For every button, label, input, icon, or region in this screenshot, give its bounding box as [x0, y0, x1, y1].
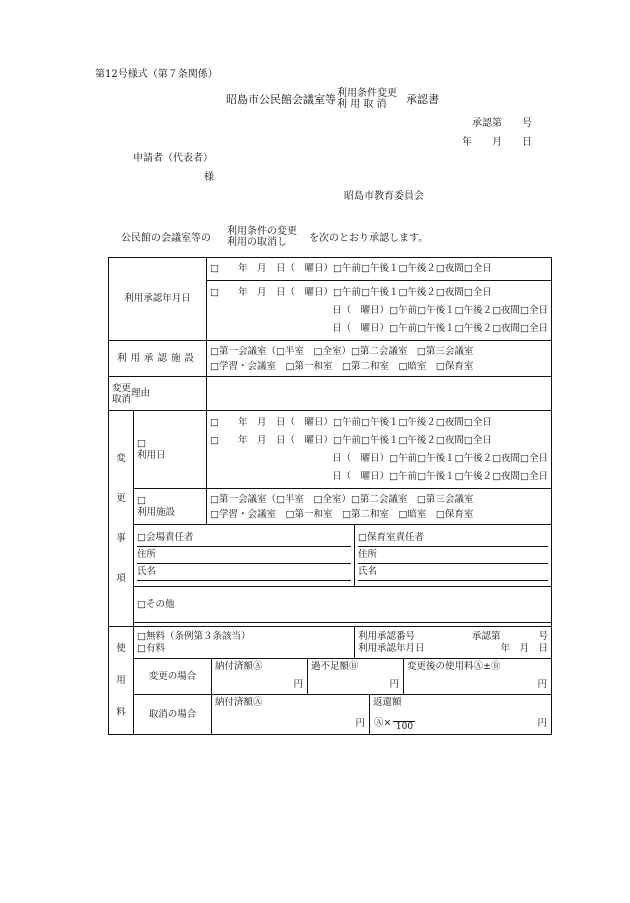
side-char: 変: [116, 452, 126, 464]
venue-manager-name[interactable]: 氏名: [137, 564, 351, 581]
approval-no-value: 承認第 号: [472, 630, 549, 642]
paid-amount-label: 納付済額Ⓐ: [215, 661, 263, 672]
date-line: 日（ 曜日）□午前□午後１□午後２□夜間□全日: [332, 322, 549, 334]
statement-option-cancel: 利用の取消し: [227, 237, 287, 248]
refund-label: 返還額: [373, 697, 402, 708]
yen-unit: 円: [537, 679, 548, 691]
nursery-manager-address[interactable]: 住所: [358, 547, 548, 564]
venue-manager-label[interactable]: □会場責任者: [137, 530, 351, 547]
reason-value[interactable]: [207, 377, 552, 411]
fraction-denominator: 100: [395, 722, 414, 732]
cancel-case-label: 取消の場合: [148, 708, 197, 720]
yen-unit: 円: [537, 718, 548, 730]
applicant-label: 申請者（代表者）: [133, 153, 213, 164]
paid-amount-label: 納付済額Ⓐ: [215, 697, 263, 708]
statement-suffix: を次のとおり承認します。: [309, 233, 429, 244]
form-number: 第12号様式（第７条関係）: [95, 69, 218, 80]
issuer-name: 昭島市教育委員会: [344, 191, 424, 202]
approved-date-row-1: [207, 258, 552, 281]
nursery-manager-cell: [355, 525, 552, 587]
use-date-label-cell: [134, 411, 207, 489]
side-char: 項: [116, 572, 126, 584]
change-case-cell: [134, 659, 212, 695]
issue-date: 年 月 日: [462, 137, 532, 148]
change-matters-side: [109, 411, 134, 627]
fee-paid-option[interactable]: □有料: [137, 642, 165, 654]
facility-line: □学習・会議室 □第一和室 □第二和室 □暗室 □保育室: [210, 360, 474, 372]
facility-line: □第一会議室（□半室 □全室）□第二会議室 □第三会議室: [210, 345, 474, 357]
reason-label: 理由: [131, 387, 151, 399]
nursery-manager-label[interactable]: □保育室責任者: [358, 530, 548, 547]
title-option-cancel: 利 用 取 消: [337, 99, 387, 110]
reason-label-change: 変更: [112, 382, 132, 394]
use-facility-cell: [207, 489, 552, 525]
fraction: [393, 715, 415, 732]
approved-facility-label: 利用承認施設: [117, 352, 199, 364]
refund-box: [370, 695, 551, 734]
approved-facility-cell: [207, 341, 552, 377]
other-option[interactable]: □その他: [137, 598, 175, 610]
change-case-label: 変更の場合: [148, 670, 197, 682]
approved-facility-label-cell: [109, 341, 207, 377]
approved-date-label-cell: [109, 258, 207, 341]
approved-date-row-2: [207, 281, 552, 341]
shortfall-box: [308, 659, 404, 694]
venue-manager-cell: [134, 525, 355, 587]
date-line: 日（ 曜日）□午前□午後１□午後２□夜間□全日: [332, 470, 549, 482]
honorific: 様: [204, 172, 214, 183]
date-line: □ 年 月 日（ 曜日）□午前□午後１□午後２□夜間□全日: [210, 434, 492, 446]
reason-label-cell: [109, 377, 207, 411]
fee-free-option[interactable]: □無料（条例第３条該当）: [137, 630, 251, 642]
nursery-manager-name[interactable]: 氏名: [358, 564, 548, 581]
paid-amount-box: [212, 659, 308, 694]
title-suffix: 承認書: [406, 93, 439, 106]
facility-line: □第一会議室（□半室 □全室）□第二会議室 □第三会議室: [210, 493, 474, 505]
fee-type-cell: [134, 627, 355, 659]
side-char: 用: [116, 674, 126, 686]
refund-formula-text: Ⓐ×: [374, 717, 392, 729]
statement-option-change: 利用条件の変更: [227, 226, 297, 237]
approval-form-table: [108, 257, 552, 735]
use-facility-label-cell: [134, 489, 207, 525]
yen-unit: 円: [389, 679, 400, 691]
side-char: 事: [116, 532, 126, 544]
checkbox-icon[interactable]: □: [137, 494, 146, 506]
approval-date-value: 年 月 日: [500, 642, 549, 654]
fee-side: [109, 627, 134, 735]
date-line: □ 年 月 日（ 曜日）□午前□午後１□午後２□夜間□全日: [210, 416, 492, 428]
after-change-label: 変更後の使用料Ⓐ±Ⓑ: [407, 661, 501, 672]
approved-date-label: 利用承認年月日: [124, 293, 191, 305]
title-option-change: 利用条件変更: [337, 88, 397, 99]
checkbox-icon[interactable]: □: [137, 437, 146, 449]
cancel-paid-box: [212, 695, 370, 734]
fee-approval-cell: [355, 627, 552, 659]
other-cell: [134, 587, 552, 623]
side-char: 更: [116, 492, 126, 504]
shortfall-label: 過不足額Ⓑ: [311, 661, 359, 672]
refund-formula: [374, 715, 415, 732]
yen-unit: 円: [355, 718, 366, 730]
statement-prefix: 公民館の会議室等の: [121, 233, 211, 244]
approval-number: 承認第 号: [472, 118, 532, 129]
venue-manager-address[interactable]: 住所: [137, 547, 351, 564]
yen-unit: 円: [293, 679, 304, 691]
use-date-label: 利用日: [137, 449, 166, 461]
side-char: 料: [116, 706, 126, 718]
cancel-amounts-cell: [212, 695, 552, 735]
date-line: 日（ 曜日）□午前□午後１□午後２□夜間□全日: [332, 452, 549, 464]
use-facility-label: 利用施設: [137, 506, 176, 518]
document-title: 昭島市公民館会議室等: [226, 93, 336, 106]
cancel-case-cell: [134, 695, 212, 735]
after-change-box: [404, 659, 551, 694]
reason-label-cancel: 取消: [112, 393, 132, 405]
date-line: 日（ 曜日）□午前□午後１□午後２□夜間□全日: [332, 304, 549, 316]
date-line: □ 年 月 日（ 曜日）□午前□午後１□午後２□夜間□全日: [210, 263, 492, 274]
change-amounts-cell: [212, 659, 552, 695]
fraction-numerator: [393, 715, 415, 722]
date-line: □ 年 月 日（ 曜日）□午前□午後１□午後２□夜間□全日: [210, 286, 492, 298]
side-char: 使: [116, 642, 126, 654]
approval-date-label: 利用承認年月日: [358, 642, 425, 654]
approval-no-label: 利用承認番号: [358, 630, 416, 642]
use-date-cell: [207, 411, 552, 489]
facility-line: □学習・会議室 □第一和室 □第二和室 □暗室 □保育室: [210, 508, 474, 520]
